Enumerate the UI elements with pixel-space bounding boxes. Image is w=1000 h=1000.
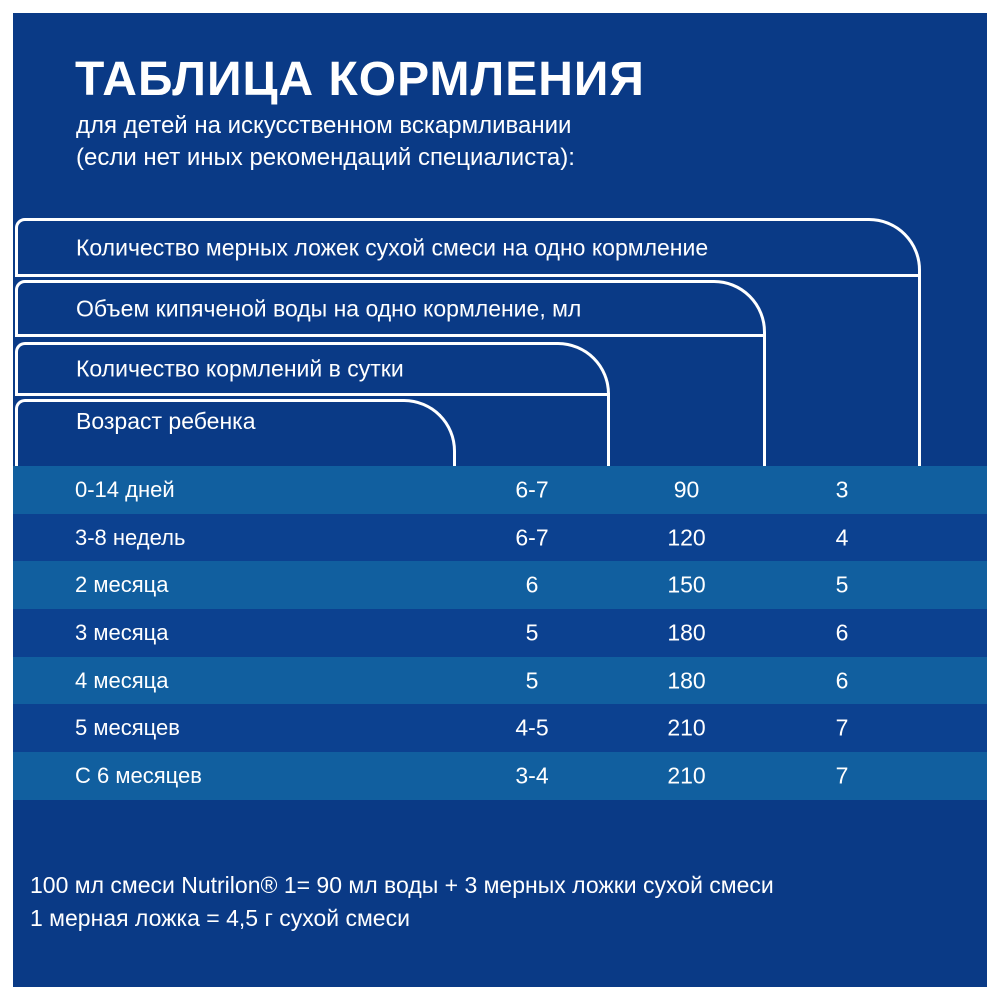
table-row <box>13 561 987 609</box>
water-cell: 180 <box>667 619 706 646</box>
feedings-cell: 6-7 <box>515 476 549 503</box>
scoops-cell: 7 <box>835 714 849 741</box>
age-cell: 2 месяца <box>75 572 169 598</box>
table-body <box>13 466 987 800</box>
feedings-cell: 5 <box>525 619 539 646</box>
table-row <box>13 514 987 562</box>
table-row <box>13 466 987 514</box>
footer-note-2: 1 мерная ложка = 4,5 г сухой смеси <box>30 905 410 931</box>
age-cell: 0-14 дней <box>75 476 175 502</box>
scoops-cell: 7 <box>835 762 849 789</box>
footer-note-1: 100 мл смеси Nutrilon® 1= 90 мл воды + 3 мерных ложки сухой смеси <box>30 872 774 898</box>
header-label-feedings: Количество кормлений в сутки <box>76 355 404 382</box>
water-cell: 120 <box>667 524 706 551</box>
table-row <box>13 752 987 800</box>
scoops-cell: 4 <box>835 524 849 551</box>
age-cell: 3-8 недель <box>75 524 186 550</box>
water-cell: 210 <box>667 714 706 741</box>
header-box-feedings <box>15 342 610 396</box>
scoops-cell: 6 <box>835 667 849 694</box>
subtitle-line-1: для детей на искусственном вскармливании <box>76 112 572 139</box>
table-row <box>13 609 987 657</box>
feedings-cell: 5 <box>525 667 539 694</box>
feedings-cell: 3-4 <box>515 762 549 789</box>
feeding-table-panel <box>13 13 987 987</box>
feedings-cell: 4-5 <box>515 714 549 741</box>
feedings-cell: 6 <box>525 571 539 598</box>
page-title: ТАБЛИЦА КОРМЛЕНИЯ <box>75 53 645 106</box>
age-cell: С 6 месяцев <box>75 762 202 788</box>
age-cell: 5 месяцев <box>75 715 180 741</box>
table-row <box>13 657 987 705</box>
scoops-cell: 6 <box>835 619 849 646</box>
feedings-cell: 6-7 <box>515 524 549 551</box>
scoops-cell: 3 <box>835 476 849 503</box>
age-cell: 3 месяца <box>75 619 169 645</box>
age-cell: 4 месяца <box>75 667 169 693</box>
table-row <box>13 704 987 752</box>
water-cell: 180 <box>667 667 706 694</box>
scoops-cell: 5 <box>835 571 849 598</box>
subtitle-line-2: (если нет иных рекомендаций специалиста): <box>76 144 575 171</box>
water-cell: 150 <box>667 571 706 598</box>
header-label-age: Возраст ребенка <box>76 408 256 434</box>
water-cell: 210 <box>667 762 706 789</box>
header-label-scoops: Количество мерных ложек сухой смеси на одно кормление <box>76 234 709 260</box>
header-box-water <box>15 280 766 337</box>
header-box-scoops <box>15 218 921 277</box>
header-label-water: Объем кипяченой воды на одно кормление, мл <box>76 295 582 321</box>
water-cell: 90 <box>673 476 700 503</box>
